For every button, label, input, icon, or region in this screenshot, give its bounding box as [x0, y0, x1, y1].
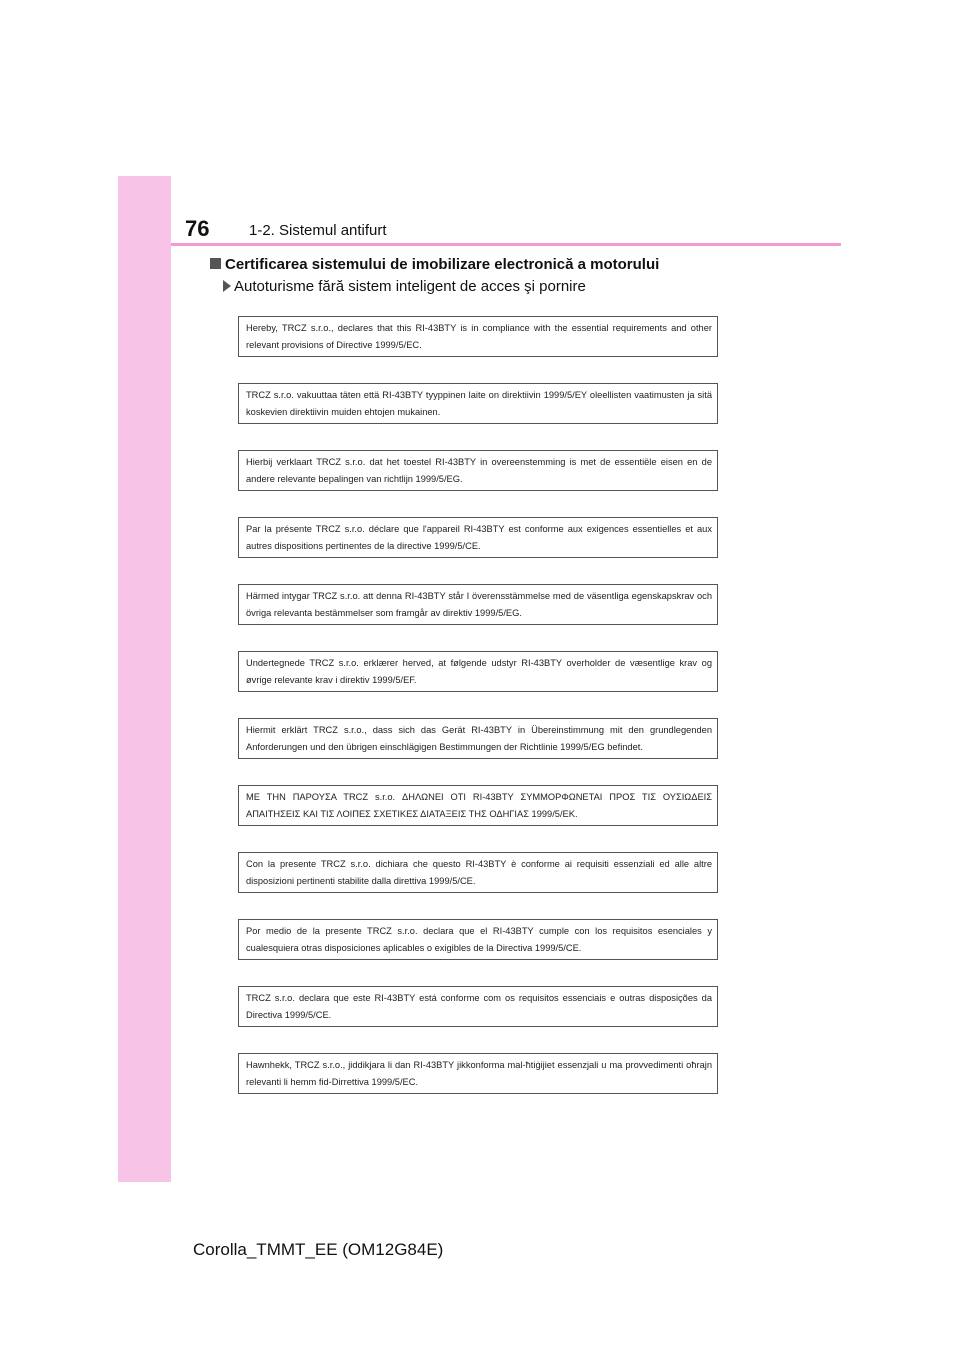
declaration-text: Hereby, TRCZ s.r.o., declares that this RI-43BTY is in compliance with the essential requirements and other relevant provisions of Directive 1999/5/EC.	[246, 323, 712, 350]
square-bullet-icon	[210, 258, 221, 269]
side-color-band	[118, 176, 171, 1182]
declaration-text: Par la présente TRCZ s.r.o. déclare que l'appareil RI-43BTY est conforme aux exigences essentielles et aux autres dispositions pertinentes de la directive 1999/5/CE.	[246, 524, 712, 551]
footer-model-code: Corolla_TMMT_EE (OM12G84E)	[193, 1240, 444, 1259]
declaration-text: TRCZ s.r.o. vakuuttaa täten että RI-43BTY tyyppinen laite on direktiivin 1999/5/EY oleellisten vaatimusten ja sitä koskevien direktiivin muiden ehtojen mukainen.	[246, 390, 712, 417]
triangle-arrow-icon	[223, 280, 231, 292]
declaration-box-it	[238, 852, 718, 893]
subheading	[223, 278, 586, 295]
declaration-text: Con la presente TRCZ s.r.o. dichiara che questo RI-43BTY è conforme ai requisiti essenziali ed alle altre disposizioni pertinenti stabilite dalla direttiva 1999/5/CE.	[246, 859, 712, 886]
declaration-box-el	[238, 785, 718, 826]
declaration-box-sv	[238, 584, 718, 625]
section-title: 1-2. Sistemul antifurt	[249, 222, 387, 239]
declaration-box-da	[238, 651, 718, 692]
declaration-box-fr	[238, 517, 718, 558]
declaration-box-nl	[238, 450, 718, 491]
declaration-text: Undertegnede TRCZ s.r.o. erklærer herved, at følgende udstyr RI-43BTY overholder de væsentlige krav og øvrige relevante krav i direktiv 1999/5/EF.	[246, 658, 712, 685]
declaration-box-pt	[238, 986, 718, 1027]
declaration-box-es	[238, 919, 718, 960]
declaration-list	[238, 316, 718, 1120]
declaration-box-mt	[238, 1053, 718, 1094]
declaration-box-de	[238, 718, 718, 759]
declaration-text: Hawnhekk, TRCZ s.r.o., jiddikjara li dan RI-43BTY jikkonforma mal-ħtiġijiet essenzjali u ma provvedimenti oħrajn relevanti li hemm fid-Dirrettiva 1999/5/EC.	[246, 1060, 712, 1087]
heading-text: Certificarea sistemului de imobilizare electronică a motorului	[225, 256, 660, 273]
page-number: 76	[185, 216, 210, 241]
declaration-text: Härmed intygar TRCZ s.r.o. att denna RI-43BTY står I överensstämmelse med de väsentliga egenskapskrav och övriga relevanta bestämmelser som framgår av direktiv 1999/5/EG.	[246, 591, 712, 618]
declaration-box-fi	[238, 383, 718, 424]
declaration-text: Hiermit erklärt TRCZ s.r.o., dass sich das Gerät RI-43BTY in Übereinstimmung mit den grundlegenden Anforderungen und den übrigen einschlägigen Bestimmungen der Richtlinie 1999/5/EG befindet.	[246, 725, 712, 752]
header-rule	[171, 243, 841, 246]
subheading-text: Autoturisme fără sistem inteligent de acces şi pornire	[234, 278, 586, 295]
declaration-text: Hierbij verklaart TRCZ s.r.o. dat het toestel RI-43BTY in overeenstemming is met de essentiële eisen en de andere relevante bepalingen van richtlijn 1999/5/EG.	[246, 457, 712, 484]
heading	[210, 256, 659, 273]
declaration-text: ΜΕ ΤΗΝ ΠΑΡΟΥΣΑ TRCZ s.r.o. ΔΗΛΩΝΕΙ ΟΤΙ RI-43BTY ΣΥΜΜΟΡΦΩΝΕΤΑΙ ΠΡΟΣ ΤΙΣ ΟΥΣΙΩΔΕΙΣ ΑΠΑΙΤΗΣΕΙΣ ΚΑΙ ΤΙΣ ΛΟΙΠΕΣ ΣΧΕΤΙΚΕΣ ΔΙΑΤΑΞΕΙΣ ΤΗΣ ΟΔΗΓΙΑΣ 1999/5/ΕΚ.	[246, 792, 712, 819]
declaration-box-en	[238, 316, 718, 357]
declaration-text: TRCZ s.r.o. declara que este RI-43BTY está conforme com os requisitos essenciais e outras disposições da Directiva 1999/5/CE.	[246, 993, 712, 1020]
declaration-text: Por medio de la presente TRCZ s.r.o. declara que el RI-43BTY cumple con los requisitos esenciales y cualesquiera otras disposiciones aplicables o exigibles de la Directiva 1999/5/CE.	[246, 926, 712, 953]
